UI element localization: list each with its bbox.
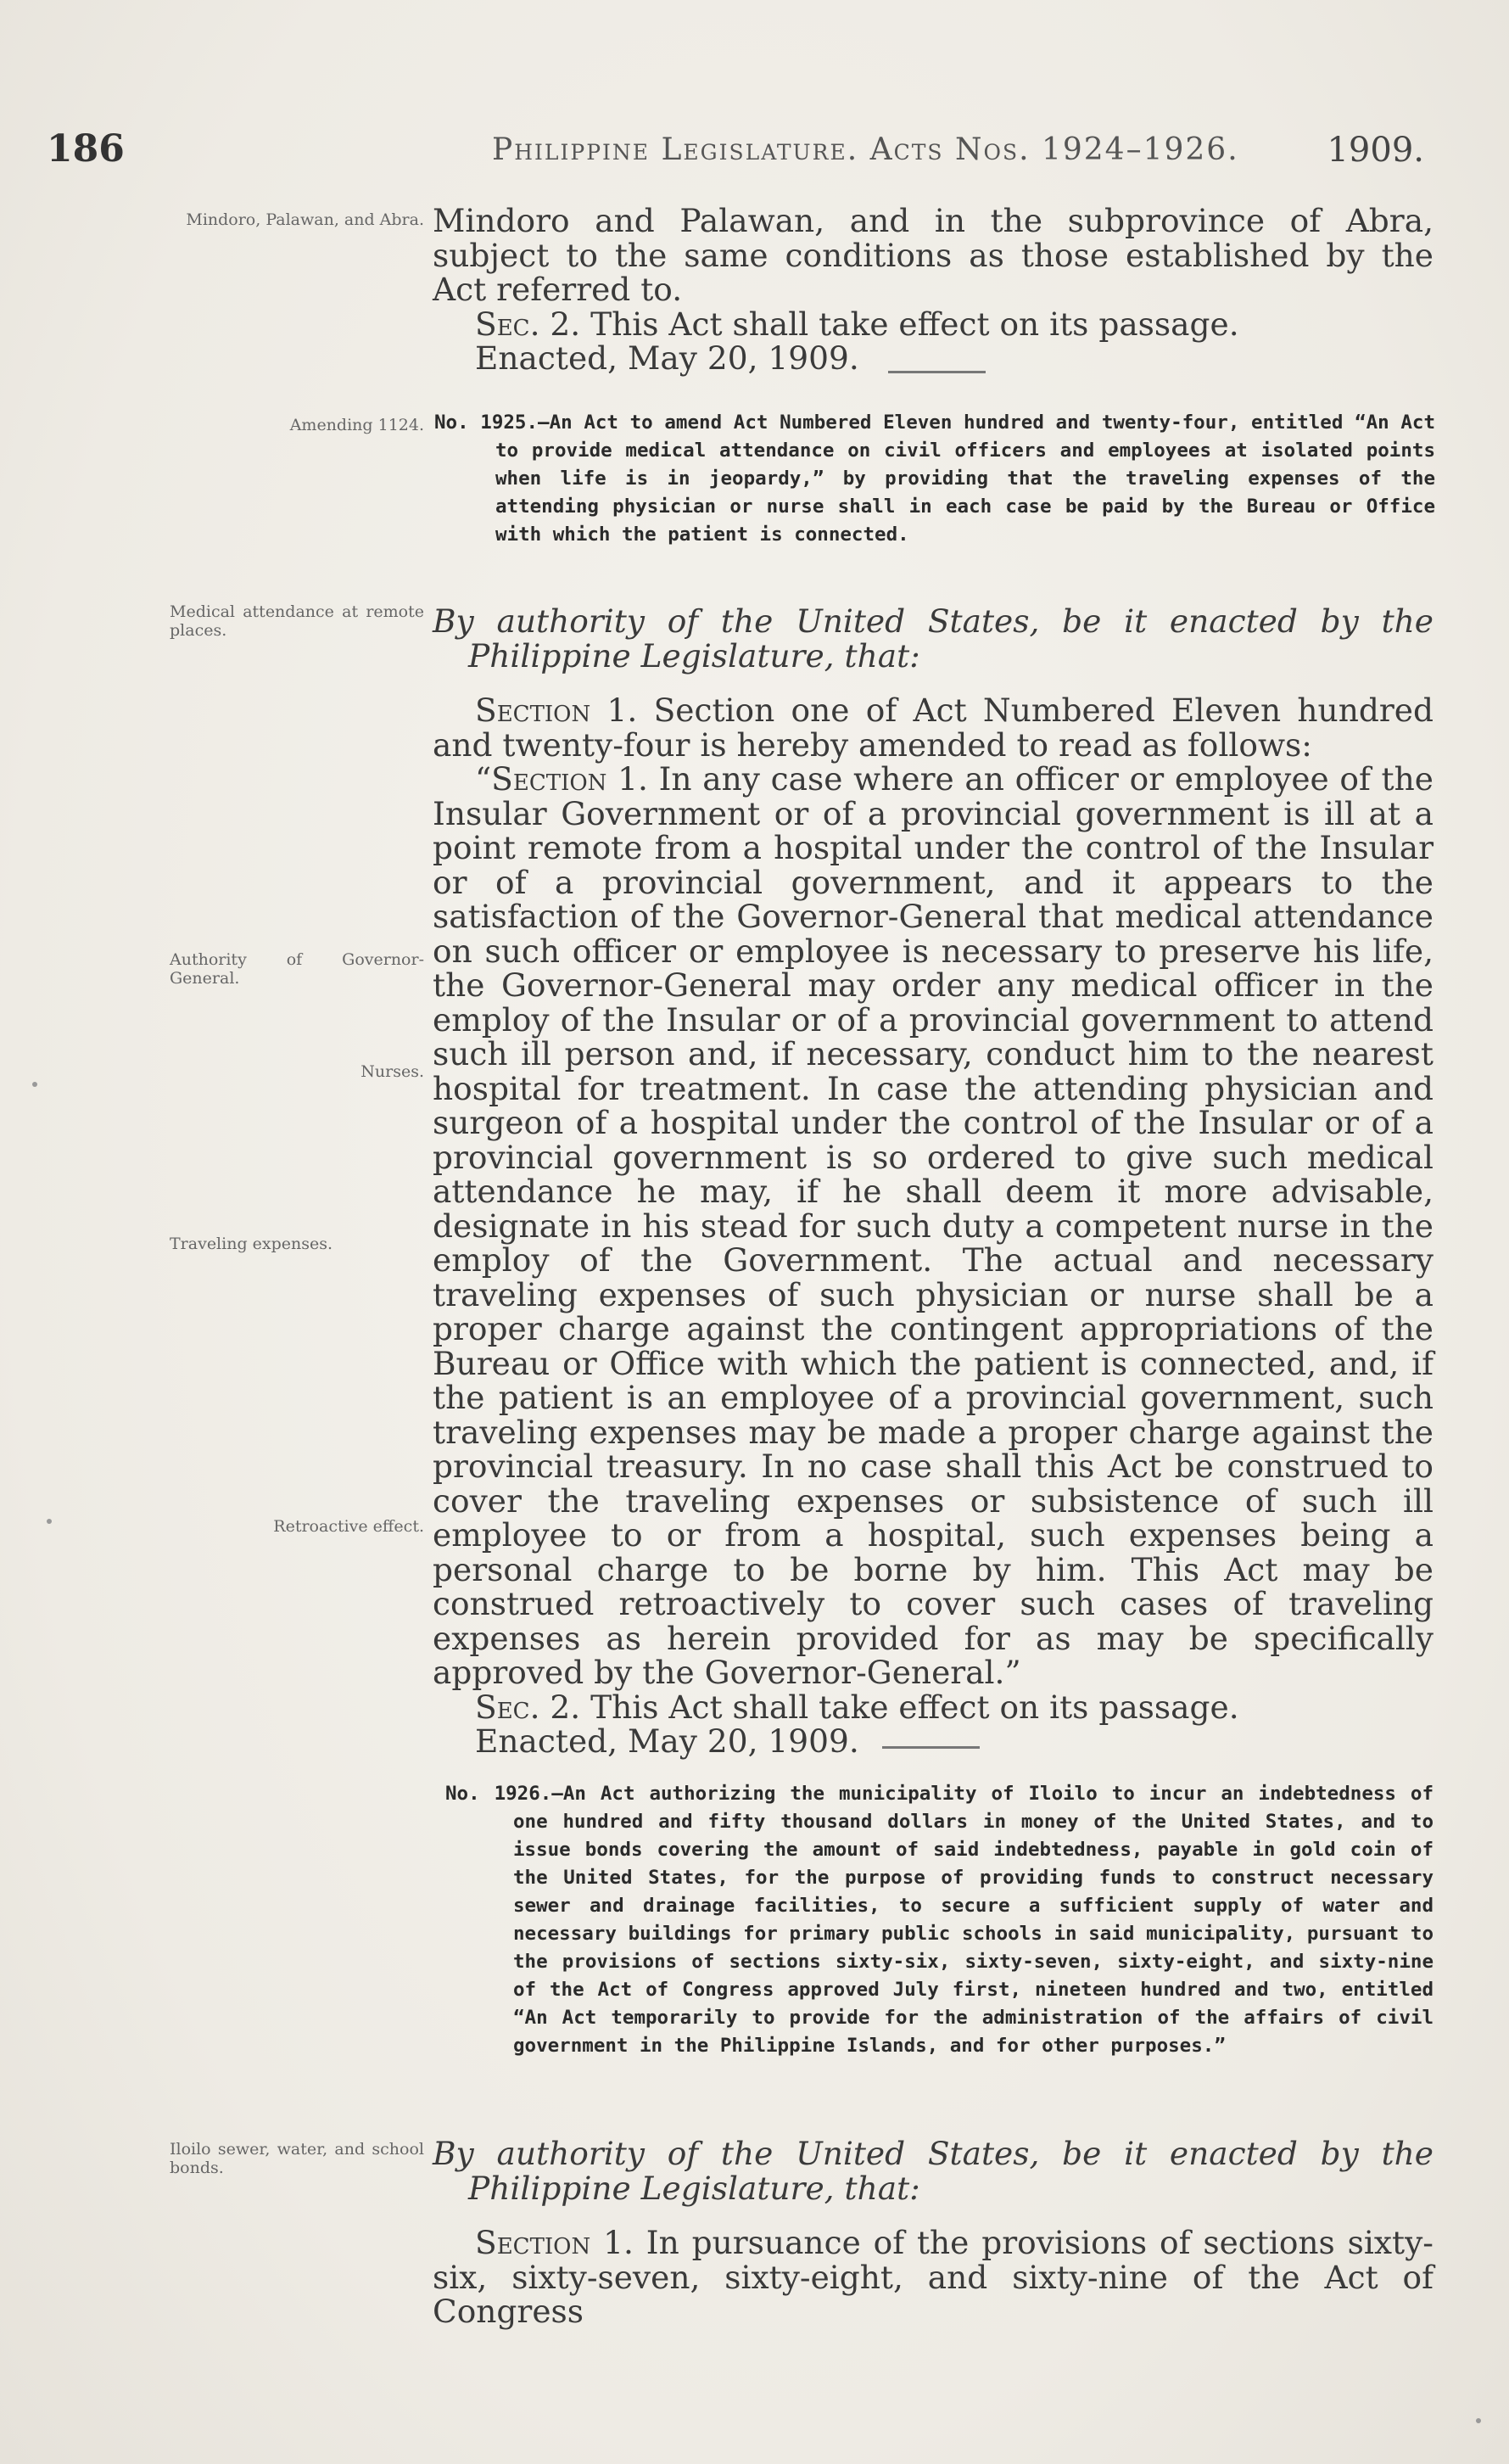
act-1925-title	[434, 409, 1435, 549]
section-text: This Act shall take effect on its passage.	[580, 1688, 1239, 1726]
section-divider	[888, 371, 986, 373]
act-1926-title-text: No. 1926.—An Act authorizing the municipality of Iloilo to incur an indebtedness of one hundred and fifty thousand dollars in money of the United States, and to issue bonds covering the amount of said indebtedness, payable in gold coin of the United States, for the purpose of providing funds to construct necessary sewer and drainage facilities, to secure a sufficient supply of water and necessary buildings for primary public schools in said municipality, pursuant to the provisions of sections sixty-six, sixty-seven, sixty-eight, and sixty-nine of the Act of Congress approved July first, nineteen hundred and two, entitled “An Act temporarily to provide for the administration of the affairs of civil government in the Philippine Islands, and for other purposes.”	[445, 1783, 1434, 2057]
margin-note-retroactive: Retroactive effect.	[273, 1517, 424, 1536]
act-1924-enacted: Enacted, May 20, 1909.	[475, 339, 859, 377]
act-1925-enacting-clause: By authority of the United States, be it enacted by the Philippine Legislature, that:	[433, 602, 1434, 675]
act-1924-tail	[433, 204, 1434, 376]
act-1925-title-text: No. 1925.—An Act to amend Act Numbered Eleven hundred and twenty-four, entitled “An Act to provide medical attendance on civil officers and employees at isolated points when life is in jeopardy,” by providing that the traveling expenses of the attending physician or nurse shall in each case be paid by the Bureau or Office with which the patient is connected.	[434, 412, 1435, 546]
running-head: Philippine Legislature. Acts Nos. 1924–1926.	[492, 132, 1239, 167]
scan-speck	[1476, 2418, 1481, 2423]
act-1925-section-2	[433, 1690, 1434, 1725]
scan-speck	[32, 1082, 37, 1087]
margin-note-medical: Medical attendance at remote places.	[170, 602, 424, 640]
act-1926-title	[445, 1780, 1434, 2060]
section-label: Section 1.	[475, 692, 638, 729]
act-1924-section-2	[433, 307, 1434, 342]
margin-note-amending: Amending 1124.	[289, 416, 424, 434]
section-text: This Act shall take effect on its passage.	[580, 305, 1239, 343]
act-1926-body	[433, 2136, 1434, 2329]
act-1925-body	[433, 604, 1434, 1759]
section-text: Section one of Act Numbered Eleven hundred and twenty-four is hereby amended to read as follows:	[433, 692, 1434, 764]
margin-note-iloilo: Iloilo sewer, water, and school bonds.	[170, 2140, 424, 2177]
section-label: Sec. 2.	[475, 305, 581, 343]
act-1925-section-1	[433, 693, 1434, 762]
section-divider	[882, 1746, 980, 1749]
act-1925-quoted-section	[433, 762, 1434, 1690]
margin-note-authority: Authority of Governor-General.	[170, 950, 424, 988]
header-year: 1909.	[1327, 131, 1424, 170]
act-1924-continuation: Mindoro and Palawan, and in the subprovince of Abra, subject to the same conditions as those established by the Act referred to.	[433, 202, 1434, 308]
scan-speck	[47, 1519, 52, 1524]
section-text: In pursuance of the provisions of sections sixty-six, sixty-seven, sixty-eight, and sixty-nine of the Act of Congress	[433, 2224, 1434, 2330]
act-1926-section-1	[433, 2226, 1434, 2329]
margin-note-mindoro: Mindoro, Palawan, and Abra.	[186, 210, 424, 229]
act-1926-enacting-clause: By authority of the United States, be it enacted by the Philippine Legislature, that:	[433, 2135, 1434, 2207]
section-label: Sec. 2.	[475, 1688, 581, 1726]
margin-note-traveling: Traveling expenses.	[170, 1235, 333, 1253]
section-text: In any case where an officer or employee of the Insular Government or of a provincial government is ill at a point remote from a hospital under the control of the Insular or of a provincial government, and it appears to the satisfaction of the Governor-General that medical attendance on such officer or employee is necessary to preserve his life, the Governor-General may order any medical officer in the employ of the Insular or of a provincial government to attend such ill person and, if necessary, conduct him to the nearest hospital for treatment. In case the attending physician and surgeon of a hospital under the control of the Insular or of a provincial government is so ordered to give such medical attendance he may, if he shall deem it more advisable, designate in his stead for such duty a competent nurse in the employ of the Government. The actual and necessary traveling expenses of such physician or nurse shall be a proper charge against the contingent appropriations of the Bureau or Office with which the patient is connected, and, if the patient is an employee of a provincial government, such traveling expenses may be made a proper charge against the provincial treasury. In no case shall this Act be construed to cover the traveling expenses or subsistence of such ill employee to or from a hospital, such expenses being a personal charge to be borne by him. This Act may be construed retroactively to cover such cases of traveling expenses as herein provided for as may be specifically approved by the Governor-General.”	[433, 760, 1434, 1691]
act-1925-enacted: Enacted, May 20, 1909.	[475, 1722, 859, 1760]
margin-note-nurses: Nurses.	[360, 1062, 424, 1081]
page-header	[47, 127, 1424, 178]
section-label: “Section 1.	[475, 760, 648, 798]
page-number: 186	[47, 127, 125, 171]
section-label: Section 1.	[475, 2224, 634, 2261]
